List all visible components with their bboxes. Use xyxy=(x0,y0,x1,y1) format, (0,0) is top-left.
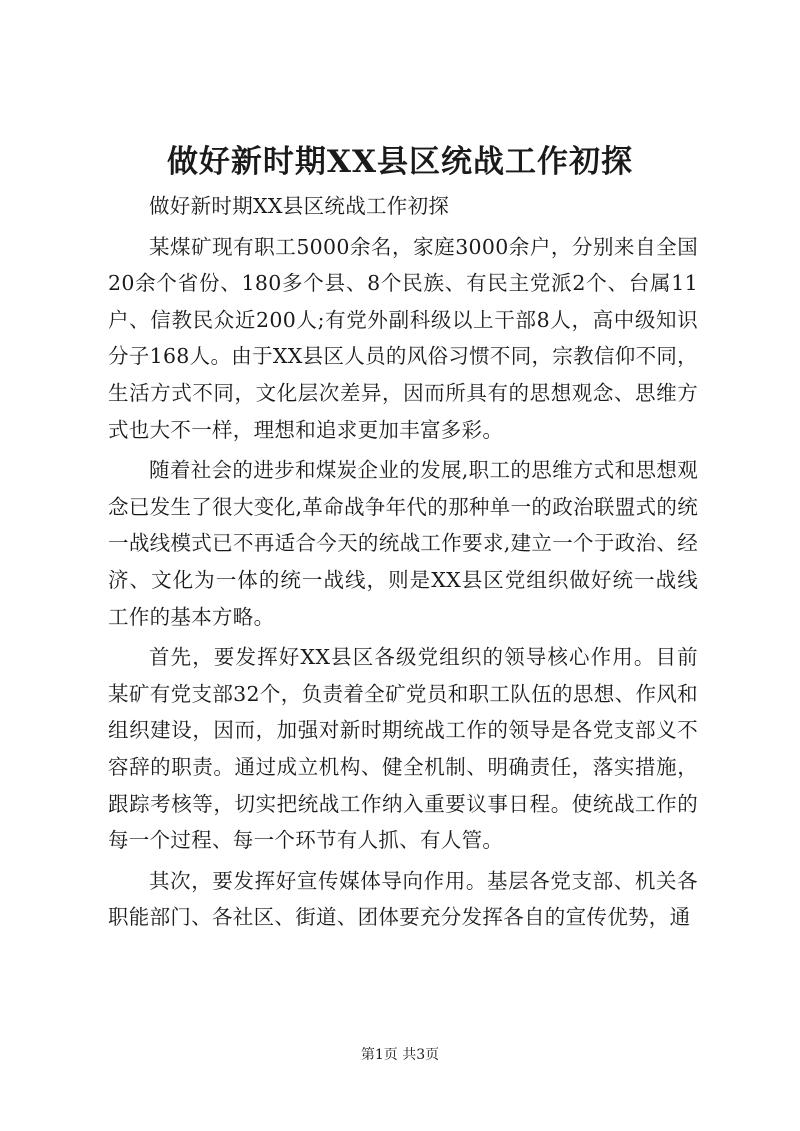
paragraph-3: 首先，要发挥好XX县区各级党组织的领导核心作用。目前某矿有党支部32个，负责着全矿党员和职工队伍的思想、作风和组织建设，因而，加强对新时期统战工作的领导是各党支部义不容辞的职责。通过成立机构、健全机制、明确责任，落实措施，跟踪考核等，切实把统战工作纳入重要议事日程。使统战工作的每一个过程、每一个环节有人抓、有人管。 xyxy=(108,645,698,853)
paragraph-2: 随着社会的进步和煤炭企业的发展,职工的思维方式和思想观念已发生了很大变化,革命战争年代的那种单一的政治联盟式的统一战线模式已不再适合今天的统战工作要求,建立一个于政治、经济、文化为一体的统一战线，则是XX县区党组织做好统一战线工作的基本方略。 xyxy=(108,458,698,629)
document-body xyxy=(108,188,698,940)
paragraph-4: 其次，要发挥好宣传媒体导向作用。基层各党支部、机关各职能部门、各社区、街道、团体要充分发挥各自的宣传优势，通 xyxy=(108,868,698,930)
paragraph-heading: 做好新时期XX县区统战工作初探 xyxy=(149,194,450,218)
paragraph-1: 某煤矿现有职工5000余名，家庭3000余户，分别来自全国20余个省份、180多个县、8个民族、有民主党派2个、台属11户、信教民众近200人;有党外副科级以上干部8人，高中级知识分子168人。由于XX县区人员的风俗习惯不同，宗教信仰不同，生活方式不同，文化层次差异，因而所具有的思想观念、思维方式也大不一样，理想和追求更加丰富多彩。 xyxy=(108,234,698,442)
page-title: 做好新时期XX县区统战工作初探 xyxy=(166,144,634,180)
page-footer: 第1页 共3页 xyxy=(360,1047,440,1063)
